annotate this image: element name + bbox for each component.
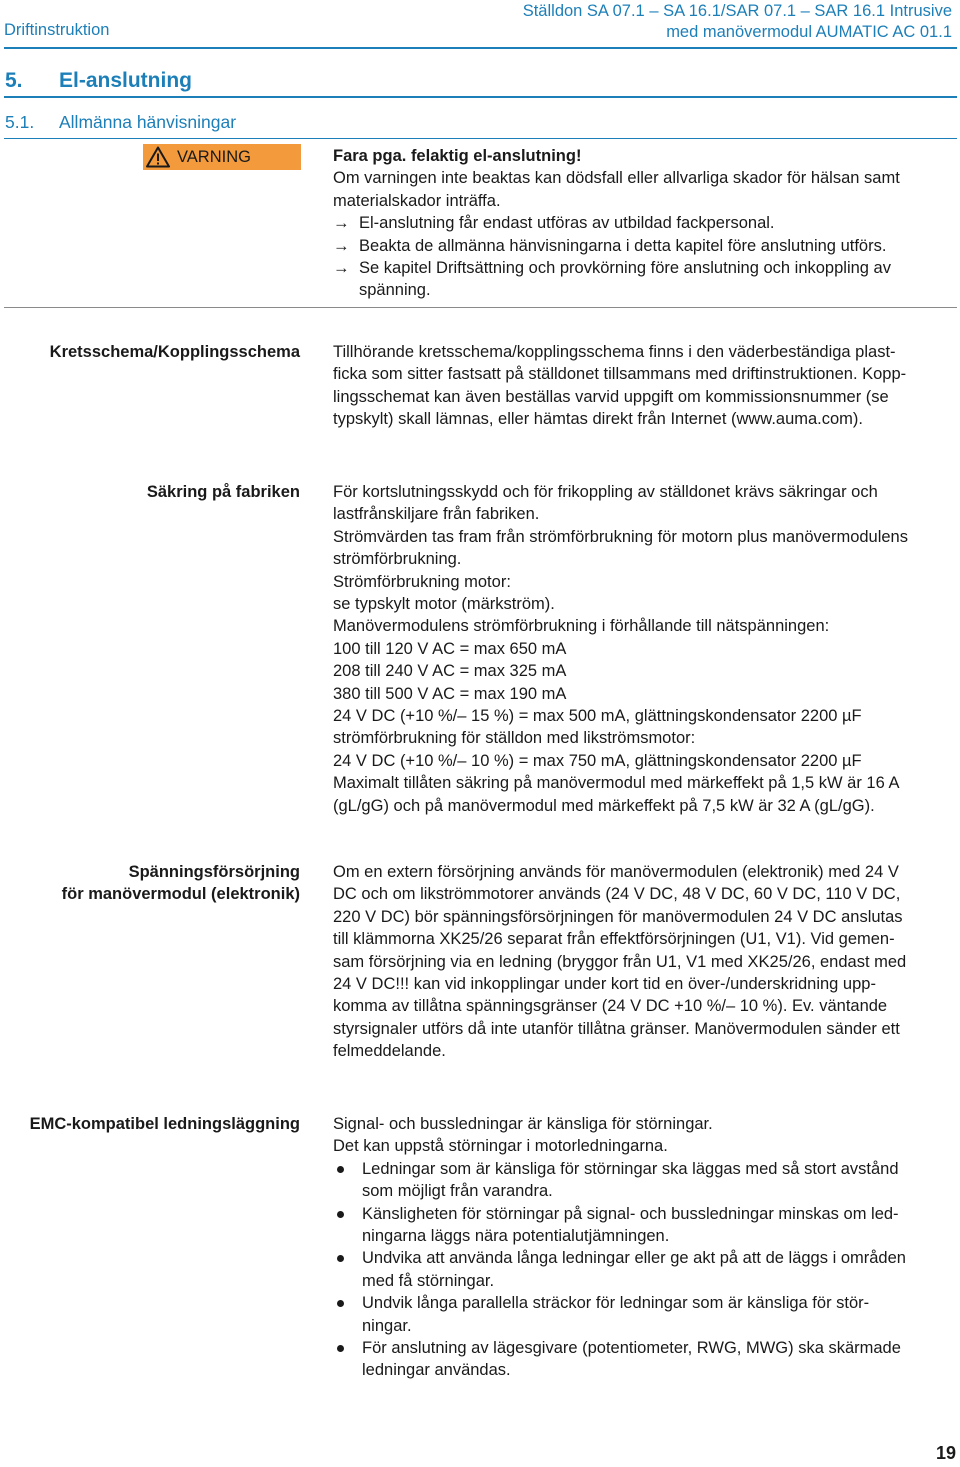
text-line: För kortslutningsskydd och för frikoppling av ställdonet krävs säkringar och <box>333 483 878 501</box>
text-line: lastfrånskiljare från fabriken. <box>333 505 540 524</box>
section-rule <box>4 96 957 98</box>
kretsschema-label: Kretsschema/Kopplingsschema <box>49 343 300 361</box>
warning-text-line1: Om varningen inte beaktas kan dödsfall eller allvarliga skador för hälsan samt <box>333 169 900 188</box>
text-line: 100 till 120 V AC = max 650 mA <box>333 639 567 658</box>
text-line: Det kan uppstå störningar i motorledningarna. <box>333 1137 668 1156</box>
subsection-title: Allmänna hänvisningar <box>59 112 237 132</box>
warning-rule <box>4 307 957 308</box>
subsection-number: 5.1. <box>5 112 35 132</box>
text-line: strömförbrukning. <box>333 550 462 569</box>
text-line: se typskylt motor (märkström). <box>333 595 555 614</box>
text-line: 208 till 240 V AC = max 325 mA <box>333 662 567 681</box>
list-item <box>333 1158 955 1203</box>
bullet-dot-icon <box>333 1158 362 1203</box>
product-title-line1: Ställdon SA 07.1 – SA 16.1/SAR 07.1 – SAR 16.1 Intrusive <box>522 2 952 20</box>
text-line: För anslutning av lägesgivare (potentiometer, RWG, MWG) ska skärmade <box>362 1339 901 1358</box>
text-line: 24 V DC (+10 %/– 15 %) = max 500 mA, glättningskondensator 2200 µF <box>333 707 862 726</box>
text-line: till klämmorna XK25/26 separat från effektförsörjningen (U1, V1). Vid gemen- <box>333 930 895 949</box>
text-line: Manövermodulens strömförbrukning i förhållande till nätspänningen: <box>333 617 830 636</box>
spanning-text <box>333 861 955 1063</box>
warning-badge <box>143 144 301 170</box>
text-line: Signal- och bussledningar är känsliga för störningar. <box>333 1115 713 1133</box>
text-line: felmeddelande. <box>333 1042 446 1061</box>
text-line: ficka som sitter fastsatt på ställdonet tillsammans med driftinstruktionen. Kopp- <box>333 365 907 384</box>
warning-instruction <box>333 235 955 257</box>
bullet-dot-icon <box>333 1203 362 1248</box>
page-number: 19 <box>935 1443 956 1463</box>
section-heading <box>5 69 192 93</box>
text-line: 380 till 500 V AC = max 190 mA <box>333 684 567 703</box>
list-item <box>333 1292 955 1337</box>
list-item <box>333 1203 955 1248</box>
text-line: lingsschemat kan även beställas varvid uppgift om kommissionsnummer (se <box>333 387 889 406</box>
subsection-heading <box>5 112 236 133</box>
text-line: typskylt) skall lämnas, eller hämtas direkt från Internet (www.auma.com). <box>333 410 864 429</box>
section-title: El-anslutning <box>59 69 192 92</box>
bullet-dot-icon <box>333 1247 362 1292</box>
text-line: Maximalt tillåten säkring på manövermodul med märkeffekt på 1,5 kW är 16 A <box>333 774 900 793</box>
warning-text-line2: materialskador inträffa. <box>333 191 501 210</box>
warning-triangle-icon <box>146 146 170 168</box>
emc-bullet-list <box>333 1158 955 1382</box>
text-line: Undvik långa parallella sträckor för ledningar som är känsliga för stör- <box>362 1294 870 1313</box>
document-title: Driftinstruktion <box>4 21 110 39</box>
arrow-right-icon: → <box>333 259 350 278</box>
arrow-right-icon: → <box>333 236 350 255</box>
warning-instruction <box>333 257 955 302</box>
text-line: Undvika att använda långa ledningar eller ge akt på att de läggs i områden <box>362 1249 906 1268</box>
text-line: som möjligt från varandra. <box>362 1182 553 1201</box>
text-line: 24 V DC!!! kan vid inkopplingar under kort tid en över-/underskridning upp- <box>333 975 876 994</box>
text-line: Ledningar som är känsliga för störningar ska läggas med så stort avstånd <box>362 1159 899 1178</box>
text-line: 24 V DC (+10 %/– 10 %) = max 750 mA, glättningskondensator 2200 µF <box>333 751 862 770</box>
sakring-text <box>333 481 955 817</box>
warning-content <box>333 145 955 302</box>
warning-instruction-text: El-anslutning får endast utföras av utbildad fackpersonal. <box>359 214 775 233</box>
text-line: ningar. <box>362 1316 412 1335</box>
warning-instruction <box>333 212 955 234</box>
arrow-right-icon: → <box>333 214 350 233</box>
product-title <box>523 1 952 43</box>
text-line: strömförbrukning för ställdon med likströmsmotor: <box>333 729 696 748</box>
text-line: Om en extern försörjning används för manövermodulen (elektronik) med 24 V <box>333 863 899 881</box>
list-item <box>333 1337 955 1382</box>
text-line: 220 V DC) bör spänningsförsörjningen för manövermodulen 24 V DC anslutas <box>333 907 903 926</box>
bullet-dot-icon <box>333 1337 362 1382</box>
header-rule <box>4 47 957 49</box>
warning-instruction-text: Se kapitel Driftsättning och provkörning före anslutning och inkoppling av spänning. <box>359 259 891 300</box>
list-item <box>333 1247 955 1292</box>
spanning-label-line2: för manövermodul (elektronik) <box>61 885 300 904</box>
text-line: Tillhörande kretsschema/kopplingsschema finns i den väderbeständiga plast- <box>333 343 896 361</box>
text-line: ningarna läggs nära potentialutjämningen. <box>362 1227 670 1246</box>
text-line: ledningar användas. <box>362 1361 511 1380</box>
product-title-line2: med manövermodul AUMATIC AC 01.1 <box>666 23 952 41</box>
text-line: styrsignaler utförs då inte utanför tillåtna gränser. Manövermodulen sänder ett <box>333 1019 900 1038</box>
text-line: Känsligheten för störningar på signal- och bussledningar minskas om led- <box>362 1204 899 1223</box>
sakring-label: Säkring på fabriken <box>146 483 300 501</box>
section-number: 5. <box>5 69 23 92</box>
emc-label: EMC-kompatibel ledningsläggning <box>29 1115 300 1133</box>
spanning-label <box>0 861 300 906</box>
warning-title: Fara pga. felaktig el-anslutning! <box>333 147 582 165</box>
text-line: sam försörjning via en ledning (bryggor från U1, V1 med XK25/26, endast med <box>333 952 907 971</box>
text-line: Strömvärden tas fram från strömförbrukning för motorn plus manövermodulens <box>333 527 908 546</box>
kretsschema-text <box>333 341 955 431</box>
text-line: DC och om likströmmotorer används (24 V DC, 48 V DC, 60 V DC, 110 V DC, <box>333 885 901 904</box>
bullet-dot-icon <box>333 1292 362 1337</box>
text-line: Strömförbrukning motor: <box>333 572 511 591</box>
warning-badge-label: VARNING <box>177 147 251 166</box>
spanning-label-line1: Spänningsförsörjning <box>128 863 300 881</box>
warning-instruction-text: Beakta de allmänna hänvisningarna i detta kapitel före anslutning utförs. <box>359 236 887 255</box>
text-line: med få störningar. <box>362 1271 495 1290</box>
text-line: komma av tillåtna spänningsgränser (24 V DC +10 %/– 10 %). Ev. väntande <box>333 997 888 1016</box>
emc-text <box>333 1113 955 1382</box>
subsection-rule <box>4 138 957 139</box>
text-line: (gL/gG) och på manövermodul med märkeffekt på 7,5 kW är 32 A (gL/gG). <box>333 796 875 815</box>
